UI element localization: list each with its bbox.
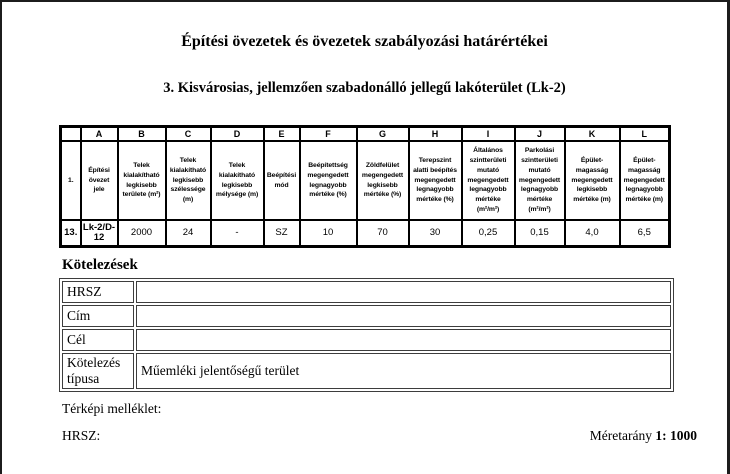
scale-line xyxy=(590,428,697,444)
obligation-value xyxy=(136,281,671,303)
corner-cell xyxy=(61,127,81,142)
column-letter: J xyxy=(515,127,565,142)
column-header: Beépítési mód xyxy=(264,141,300,220)
hrsz-label: HRSZ: xyxy=(62,428,101,443)
column-header: Parkolási szintterületi mutató megengedett legnagyobb mértéke (m²/m²) xyxy=(515,141,565,220)
table-row xyxy=(62,329,671,351)
column-header: Zöldfelület megengedett legkisebb mértéke (%) xyxy=(357,141,409,220)
column-header: Általános szintterületi mutató megengedett legnagyobb mértéke (m²/m²) xyxy=(462,141,515,220)
column-header: Beépítettség megengedett legnagyobb mértéke (%) xyxy=(300,141,357,220)
obligation-value xyxy=(136,305,671,327)
column-letter: C xyxy=(166,127,211,142)
column-letter: D xyxy=(211,127,264,142)
scale-value: 1: 1000 xyxy=(655,428,697,443)
column-header: Telek kialakítható legkisebb területe (m²) xyxy=(118,141,166,220)
page-title: Építési övezetek és övezetek szabályozási határértékei xyxy=(181,33,548,50)
page-subtitle: 3. Kisvárosias, jellemzően szabadonálló jellegű lakóterület (Lk-2) xyxy=(163,80,566,96)
header-row xyxy=(61,141,670,220)
value-cell: SZ xyxy=(264,220,300,247)
value-cell: 70 xyxy=(357,220,409,247)
column-letter: I xyxy=(462,127,515,142)
obligations-table xyxy=(59,278,674,392)
column-letter: K xyxy=(565,127,620,142)
column-header: Telek kialakítható legkisebb szélessége (m) xyxy=(166,141,211,220)
map-attachment-label: Térképi melléklet: xyxy=(62,401,162,416)
table-row xyxy=(62,305,671,327)
data-row xyxy=(61,220,670,247)
obligation-label: HRSZ xyxy=(62,281,134,303)
column-letter: B xyxy=(118,127,166,142)
column-letter: H xyxy=(409,127,462,142)
value-cell: 10 xyxy=(300,220,357,247)
scale-label: Méretarány xyxy=(589,428,652,443)
obligation-label: Cél xyxy=(62,329,134,351)
obligation-value xyxy=(136,329,671,351)
column-header: Épület-magasság megengedett legkisebb mértéke (m) xyxy=(565,141,620,220)
value-cell: 6,5 xyxy=(620,220,670,247)
value-cell: 24 xyxy=(166,220,211,247)
column-letter: L xyxy=(620,127,670,142)
zone-code-cell: Lk-2/D-12 xyxy=(81,220,118,247)
row-index: 13. xyxy=(61,220,81,247)
row-index: 1. xyxy=(61,141,81,220)
column-letter: F xyxy=(300,127,357,142)
column-letter: G xyxy=(357,127,409,142)
column-header: Építési övezet jele xyxy=(81,141,118,220)
value-cell: 0,25 xyxy=(462,220,515,247)
column-header: Telek kialakítható legkisebb mélysége (m) xyxy=(211,141,264,220)
zoning-limits-table xyxy=(59,125,671,248)
value-cell: 4,0 xyxy=(565,220,620,247)
column-letter: E xyxy=(264,127,300,142)
obligation-label: Cím xyxy=(62,305,134,327)
value-cell: 2000 xyxy=(118,220,166,247)
column-letter: A xyxy=(81,127,118,142)
obligation-label: Kötelezés típusa xyxy=(62,353,134,389)
column-header: Terepszint alatti beépítés megengedett legnagyobb mértéke (%) xyxy=(409,141,462,220)
column-letter-row xyxy=(61,127,670,142)
column-header: Épület-magasság megengedett legnagyobb mértéke (m) xyxy=(620,141,670,220)
obligation-value: Műemléki jelentőségű terület xyxy=(136,353,671,389)
value-cell: 0,15 xyxy=(515,220,565,247)
value-cell: 30 xyxy=(409,220,462,247)
table-row xyxy=(62,281,671,303)
value-cell: - xyxy=(211,220,264,247)
obligations-heading: Kötelezések xyxy=(62,257,138,273)
table-row xyxy=(62,353,671,389)
